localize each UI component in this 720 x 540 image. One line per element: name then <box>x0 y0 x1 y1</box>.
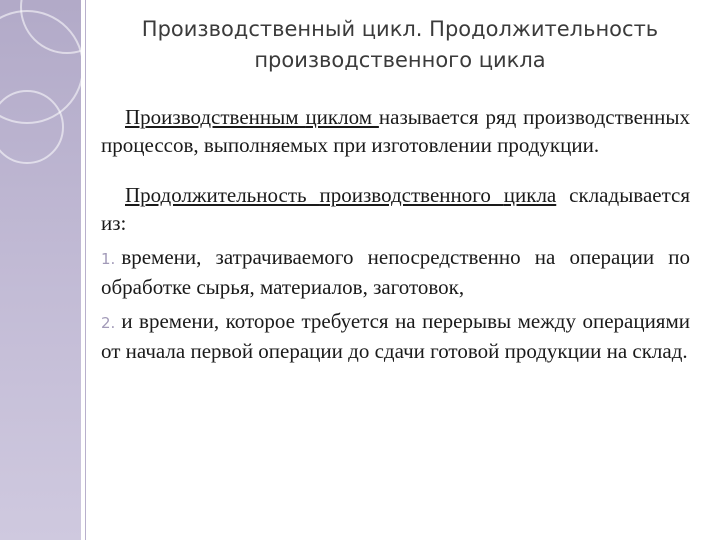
list-item <box>101 307 690 365</box>
list-item <box>101 243 690 301</box>
definition-paragraph <box>101 103 690 159</box>
list-item-text: времени, затрачиваемого непосредственно на операции по обработке сырья, материалов, заготовок, <box>101 245 690 299</box>
term-text: Продолжительность <box>125 183 320 207</box>
decorative-sidebar <box>0 0 81 540</box>
sidebar-divider <box>85 0 86 540</box>
slide-body <box>101 103 690 365</box>
list-item-text: и времени, которое требуется на перерывы между операциями от начала первой операции до сдачи готовой продукции на склад. <box>101 309 690 363</box>
term-text: Производственным <box>125 105 306 129</box>
definition-text: называется ряд производственных процессов, выполняемых при изготовлении продукции. <box>101 105 690 157</box>
slide-title: Производственный цикл. Продолжительность производственного цикла <box>141 17 659 72</box>
duration-paragraph <box>101 181 690 237</box>
term-text: цикла <box>503 183 557 207</box>
duration-text: складывается из: <box>101 183 690 235</box>
term-text: циклом <box>305 105 379 129</box>
list-number: 2. <box>101 314 116 332</box>
term-text: производственного <box>319 183 504 207</box>
list-number: 1. <box>101 250 116 268</box>
